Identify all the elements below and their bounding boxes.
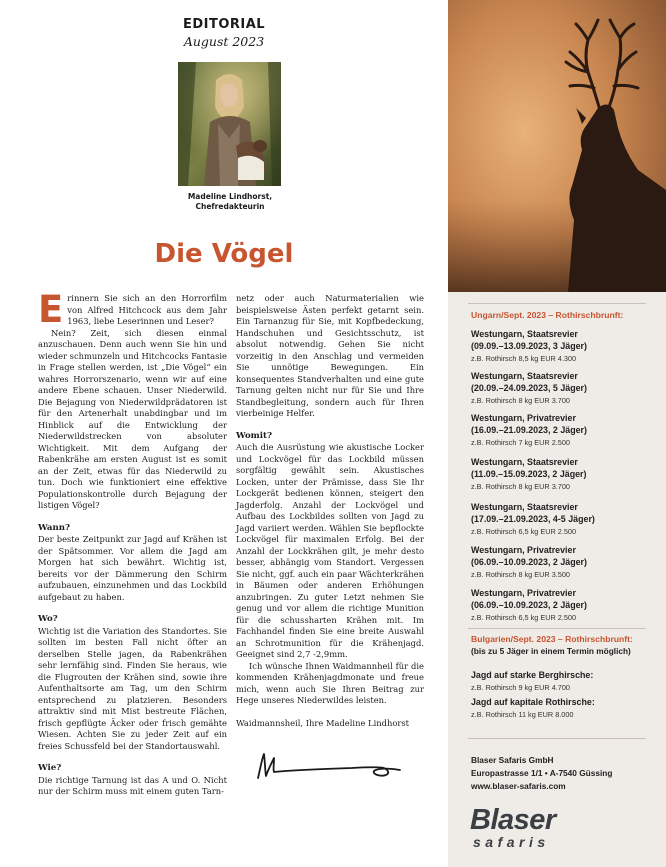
signature: [252, 748, 402, 784]
trip-dates: (09.09.–13.09.2023, 3 Jäger): [471, 341, 587, 351]
divider: [468, 303, 646, 304]
intro-paragraph: [38, 288, 227, 331]
bulgaria-note: (bis zu 5 Jäger in einem Termin möglich): [471, 646, 631, 656]
divider: [468, 628, 646, 629]
blaser-safaris-logo: [470, 805, 556, 849]
paragraph: netz oder auch Naturmaterialien wie beispielsweise Ästen perfekt getarnt sein. Ein Tarnanzug für Sie, mit Kopfbedeckung, Handschuhen und Gesichtsschutz, ist absolut notwendig. Gehen Sie nicht vorzeitig in den Anschlag und vermeiden Sie unnötige Bewegungen. Ein konsequentes Standverhalten und eine gute Tarnung gelten nicht nur für Sie und Ihre Standbegleitung, sondern auch für Ihren vierbeinige Helfer.: [236, 293, 424, 418]
trip-name: Jagd auf kapitale Rothirsche:: [471, 697, 595, 707]
drop-cap: E: [38, 288, 64, 331]
trip-listing: [471, 501, 595, 536]
paragraph: Ich wünsche Ihnen Waidmannheil für die kommenden Krähenjagdmonate und freue mich, wenn auch Sie Ihren Beitrag zur Hege unseres Niederwildes leisten.: [236, 660, 424, 705]
subheading-wo: Wo?: [38, 614, 58, 624]
paragraph: Die richtige Tarnung ist das A und O. Nicht nur der Schirm muss mit einem guten Tarn-: [38, 774, 227, 796]
trip-price: z.B. Rothirsch 9 kg EUR 4.700: [471, 683, 570, 692]
issue-date: August 2023: [183, 34, 265, 49]
paragraph: Auch die Ausrüstung wie akustische Locker und Lockvögel für das Lockbild müssen sorgfältig gewählt sein. Akustisches Locken, unter der Prämisse, dass Sie Ihr Lockgerät bedienen können, steigert den Jagderfolg. Anzahl der Lockvögel und Aufbau des Lockbildes sollten von Jagd zu Jagd variiert werden. Wählen Sie bepflockte Lockvögel für maximalen Erfolg. Bei der Anzahl der Lockkrähen gilt, je mehr desto besser, abhängig vom Standort. Vergessen Sie nicht, ggf. auch ein paar Wächterkrähen in Bäumen oder anderen Erhöhungen anzubringen. Zu guter Letzt nehmen Sie genug und vor allem die richtige Munition für die schussharten Krähen mit. Im Fachhandel finden Sie eine breite Auswahl an Schrotmunition für die Krähenjagd. Geeignet sind 2,7 -2,9mm.: [236, 442, 424, 659]
trip-name: Westungarn, Privatrevier: [471, 413, 576, 423]
bulgaria-header: [471, 634, 633, 657]
caption-name: Madeline Lindhorst,: [187, 192, 273, 201]
paragraph: Der beste Zeitpunkt zur Jagd auf Krähen ist der Spätsommer. Vor allem die Jagd am Morgen hat sich bewährt. Wichtig ist, bereits vor der Dämmerung den Schirm aufzubauen, einzunehmen und das Lockbild aufgebaut zu haben.: [38, 534, 227, 602]
paragraph: Wichtig ist die Variation des Standortes. Sie sollten im besten Fall nicht öfter an derselben Stelle jagen, da Rabenkrähen sehr lernfähig sind. Finden Sie heraus, wie die Flugrouten der Krähen sind, sowie ihre Aufenthaltsorte am Tag, um den Schirm entsprechend zu platzieren. Besonders attraktiv sind mit Mist bestreute Flächen, frisch gepflügte Äcker oder frisch gemähte Wiesen. Achten Sie zu jeder Zeit auf ein freies Schussfeld bei der Standortauswahl.: [38, 625, 227, 751]
divider: [468, 738, 646, 739]
section-title-hungary: Ungarn/Sept. 2023 – Rothirschbrunft:: [471, 310, 624, 320]
trip-name: Westungarn, Staatsrevier: [471, 502, 578, 512]
paragraph: Nein? Zeit, sich diesen einmal anzuschauen. Denn auch wenn Sie hin und wieder schmunzeln und Hitchcocks Fantasie in Frage stellen werden, ist „Die Vögel“ ein wahres Horrorszenario, wenn wir auf eine andere Ebene schauen. Unser Niederwild. Die Bejagung von Niederwildprädatoren ist für den Artenerhalt unabdingbar und im Hinblick auf die Entwicklung der Niederwildstrecken von absoluter Wichtigkeit. Mit dem Aufgang der Rabenkrähe am ersten August ist es somit an der Zeit, etwas für das Niederwild zu tun. Doch wie funktioniert eine effektive Populationskontrolle durch Bejagung der listigen Vögel?: [38, 327, 227, 510]
trip-name: Westungarn, Privatrevier: [471, 545, 576, 555]
trip-listing: [471, 328, 587, 363]
trip-price: z.B. Rothirsch 8 kg EUR 3.700: [471, 482, 570, 491]
trip-name: Westungarn, Staatsrevier: [471, 457, 578, 467]
subheading-wie: Wie?: [38, 763, 62, 773]
company-info: [471, 754, 612, 793]
trip-dates: (06.09.–10.09.2023, 2 Jäger): [471, 600, 587, 610]
trip-price: z.B. Rothirsch 11 kg EUR 8.000: [471, 710, 574, 719]
company-address: Europastrasse 1/1 • A-7540 Güssing: [471, 768, 613, 778]
trip-name: Westungarn, Staatsrevier: [471, 371, 578, 381]
trip-listing: [471, 412, 587, 447]
editor-portrait-photo: [178, 62, 281, 186]
trip-price: z.B. Rothirsch 8 kg EUR 3.700: [471, 396, 570, 405]
article-headline: Die Vögel: [154, 239, 294, 269]
logo-wordmark: Blaser: [470, 804, 556, 836]
trip-listing: [471, 587, 587, 622]
red-deer-stag-photo: [448, 0, 666, 292]
trip-dates: (20.09.–24.09.2023, 5 Jäger): [471, 383, 587, 393]
trip-listing: [471, 544, 587, 579]
trip-dates: (06.09.–10.09.2023, 2 Jäger): [471, 557, 587, 567]
trip-listing: [471, 669, 593, 692]
trip-name: Westungarn, Privatrevier: [471, 588, 576, 598]
trip-dates: (16.09.–21.09.2023, 2 Jäger): [471, 425, 587, 435]
sidebar-ad: [448, 0, 666, 867]
section-title: EDITORIAL: [182, 17, 266, 32]
company-name: Blaser Safaris GmbH: [471, 755, 554, 765]
trip-price: z.B. Rothirsch 8 kg EUR 3.500: [471, 570, 570, 579]
intro-text: rinnern Sie sich an den Horrorfilm von Alfred Hitchcock aus dem Jahr 1963, liebe Leserinnen und Leser?: [67, 293, 227, 326]
trip-price: z.B. Rothirsch 8,5 kg EUR 4.300: [471, 354, 577, 363]
subheading-wann: Wann?: [38, 522, 71, 533]
trip-listing: [471, 696, 595, 719]
trip-price: z.B. Rothirsch 7 kg EUR 2.500: [471, 438, 570, 447]
trip-name: Westungarn, Staatsrevier: [471, 329, 578, 339]
section-title-bulgaria: Bulgarien/Sept. 2023 – Rothirschbrunft:: [471, 634, 633, 644]
trip-price: z.B. Rothirsch 6,5 kg EUR 2.500: [471, 613, 577, 622]
article-column-1: [38, 288, 227, 798]
company-website[interactable]: www.blaser-safaris.com: [471, 781, 566, 791]
trip-dates: (11.09.–15.09.2023, 2 Jäger): [471, 469, 587, 479]
logo-subline: safaris: [473, 834, 550, 850]
trip-listing: [471, 456, 586, 491]
subheading-womit: Womit?: [236, 430, 273, 441]
caption-role: Chefredakteurin: [195, 202, 265, 211]
trip-price: z.B. Rothirsch 6,5 kg EUR 2.500: [471, 527, 577, 536]
portrait-caption: [150, 192, 310, 212]
trip-name: Jagd auf starke Berghirsche:: [471, 670, 594, 680]
sign-off: Waidmannsheil, Ihre Madeline Lindhorst: [236, 717, 409, 728]
trip-dates: (17.09.–21.09.2023, 4-5 Jäger): [471, 514, 595, 524]
trip-listing: [471, 370, 587, 405]
article-column-2: [236, 293, 424, 729]
